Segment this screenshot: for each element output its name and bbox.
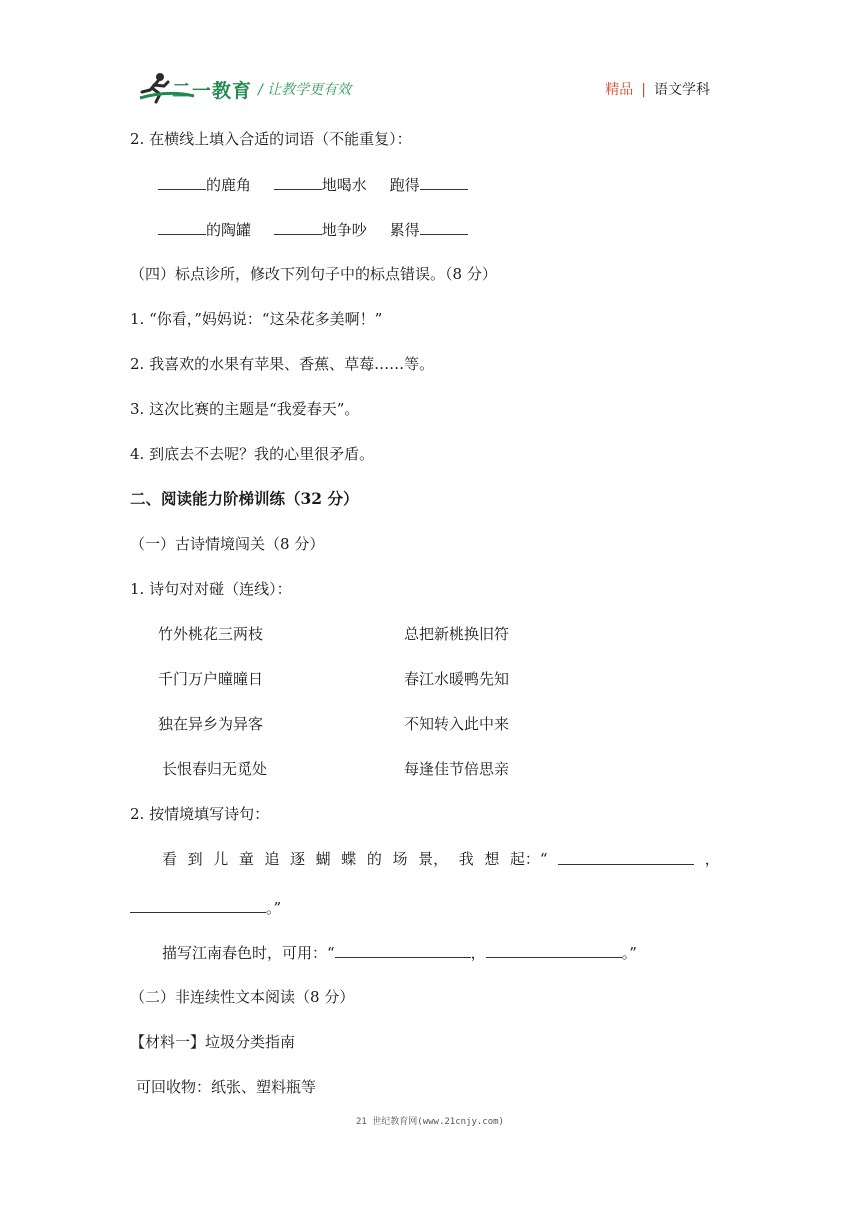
- text-punct: 。”: [621, 944, 637, 962]
- poem-line-left[interactable]: 长恨春归无觅处: [162, 760, 268, 778]
- fill-word: 地争吵: [321, 221, 367, 239]
- fill-row-1: [130, 171, 730, 216]
- poem-line-left[interactable]: 独在异乡为异客: [158, 715, 264, 733]
- poem-line-right[interactable]: 春江水暖鸭先知: [404, 670, 510, 688]
- blank-field[interactable]: [274, 171, 322, 190]
- logo-text: 二一教育: [172, 80, 253, 102]
- recyclable-text: 可回收物：纸张、塑料瓶等: [136, 1078, 317, 1096]
- text-char: 景，: [418, 850, 449, 868]
- punct-item: 4. 到底去不去呢？我的心里很矛盾。: [130, 445, 375, 463]
- material-title: 【材料一】垃圾分类指南: [130, 1033, 296, 1051]
- question-title: 2. 在横线上填入合适的词语（不能重复）：: [130, 130, 412, 148]
- poem-line-left[interactable]: 竹外桃花三两枝: [158, 625, 264, 643]
- page-header: [0, 0, 860, 120]
- match-row: [130, 756, 730, 801]
- punct-item: 1. “你看，”妈妈说：“这朵花多美啊！”: [130, 310, 383, 328]
- punct-item: 2. 我喜欢的水果有苹果、香蕉、草莓……等。: [130, 355, 435, 373]
- header-right: [605, 79, 710, 99]
- punct-heading: （四）标点诊所，修改下列句子中的标点错误。（8 分）: [130, 265, 497, 283]
- subject-label: 语文学科: [654, 82, 710, 98]
- fill-word: 累得: [389, 221, 420, 239]
- text-char: 到: [187, 850, 203, 868]
- text-char: 逐: [290, 850, 306, 868]
- blank-field[interactable]: [558, 846, 694, 865]
- fill-poem-line-2: [130, 894, 730, 939]
- text-char: 蝶: [341, 850, 357, 868]
- match-row: [130, 666, 730, 711]
- header-divider: |: [641, 82, 646, 98]
- poem-heading: （一）古诗情境闯关（8 分）: [130, 535, 325, 553]
- poem-line-right[interactable]: 每逢佳节倍思亲: [404, 760, 510, 778]
- blank-field[interactable]: [158, 216, 206, 235]
- match-row: [130, 621, 730, 666]
- text-char: 想: [484, 850, 500, 868]
- fill-poem-line-3: [130, 939, 730, 984]
- text-char: 蝴: [315, 850, 331, 868]
- fill-word: 跑得: [389, 176, 420, 194]
- match-row: [130, 711, 730, 756]
- quality-badge: 精品: [605, 82, 634, 98]
- fill-word: 地喝水: [321, 176, 367, 194]
- poem-line-right[interactable]: 不知转入此中来: [404, 715, 510, 733]
- text-char: 我: [458, 850, 474, 868]
- text-char: ，: [704, 850, 720, 868]
- blank-field[interactable]: [158, 171, 206, 190]
- fill-poem-line-1: [130, 846, 720, 894]
- blank-field[interactable]: [486, 939, 622, 958]
- poem-line-right[interactable]: 总把新桃换旧符: [404, 625, 510, 643]
- blank-field[interactable]: [335, 939, 471, 958]
- punct-item: 3. 这次比赛的主题是“我爱春天”。: [130, 400, 360, 418]
- prompt-text: 描写江南春色时，可用：“: [162, 944, 335, 962]
- text-char: 起：“: [509, 850, 548, 868]
- blank-field[interactable]: [130, 894, 266, 913]
- blank-field[interactable]: [420, 216, 468, 235]
- blank-field[interactable]: [420, 171, 468, 190]
- text-char: 追: [264, 850, 280, 868]
- slogan: / 让教学更有效: [258, 82, 352, 98]
- text-char: 儿: [213, 850, 229, 868]
- text-punct: 。”: [266, 899, 282, 917]
- match-question-title: 1. 诗句对对碰（连线）：: [130, 580, 292, 598]
- text-punct: ，: [470, 944, 486, 962]
- page-footer: 21 世纪教育网(www.21cnjy.com): [356, 1117, 504, 1127]
- section-heading: 二、阅读能力阶梯训练（32 分）: [130, 489, 359, 508]
- document-body: [130, 126, 730, 1119]
- text-char: 看: [162, 850, 178, 868]
- fill-poem-title: 2. 按情境填写诗句：: [130, 805, 270, 823]
- poem-line-left[interactable]: 千门万户曈曈日: [158, 670, 264, 688]
- fill-word: 的鹿角: [206, 176, 252, 194]
- blank-field[interactable]: [274, 216, 322, 235]
- text-char: 场: [392, 850, 408, 868]
- fill-word: 的陶罐: [206, 221, 252, 239]
- text-char: 的: [366, 850, 382, 868]
- fill-row-2: [130, 216, 730, 261]
- text-char: 童: [238, 850, 254, 868]
- nonlinear-heading: （二）非连续性文本阅读（8 分）: [130, 988, 355, 1006]
